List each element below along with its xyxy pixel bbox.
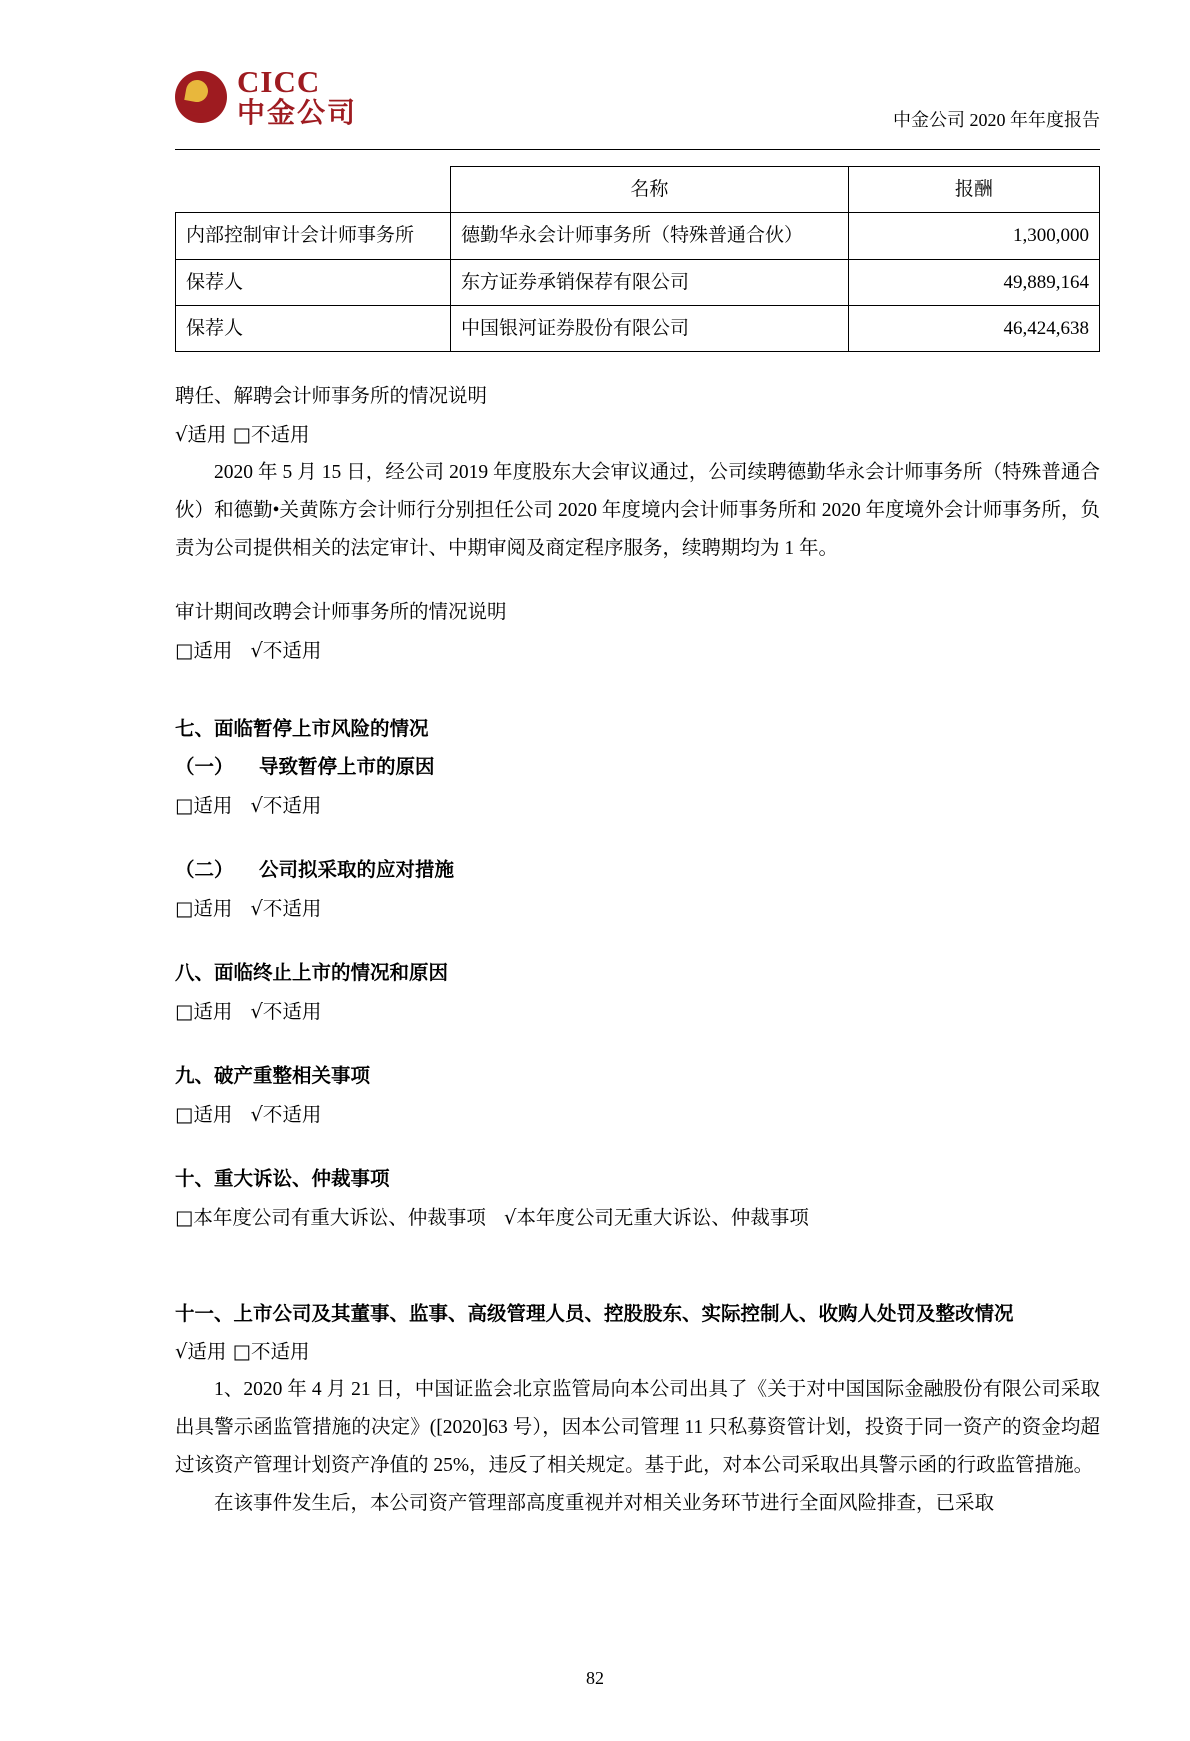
section-7-1-label: 导致暂停上市的原因	[259, 757, 435, 779]
section-10-title: 十、重大诉讼、仲裁事项	[175, 1169, 390, 1191]
change-auditor-title: 审计期间改聘会计师事务所的情况说明	[175, 602, 507, 624]
section-11-title: 十一、上市公司及其董事、监事、高级管理人员、控股股东、实际控制人、收购人处罚及整改情况	[175, 1304, 1014, 1326]
section-9-option-applicable: □适用	[175, 1103, 233, 1127]
section-7-1-option-applicable: □适用	[175, 794, 233, 818]
section-7-2-option-applicable: □适用	[175, 897, 233, 921]
table-cell-fee: 1,300,000	[848, 213, 1099, 259]
table-cell-name: 东方证券承销保荐有限公司	[450, 259, 848, 305]
section-7-2-title	[175, 852, 1100, 890]
section-11-options: √适用 □不适用	[175, 1340, 310, 1364]
section-8-options	[175, 993, 1100, 1032]
change-auditor-option-applicable: □适用	[175, 639, 233, 663]
table-cell-name: 中国银河证券股份有限公司	[450, 305, 848, 351]
change-auditor-options	[175, 632, 1100, 671]
header-divider	[175, 149, 1100, 150]
section-7-1-option-not-applicable: √不适用	[250, 794, 322, 818]
page-header	[175, 58, 1100, 150]
section-7-2-option-not-applicable: √不适用	[250, 897, 322, 921]
table-header-row	[176, 167, 1100, 213]
section-7-2-index: （二）	[175, 860, 234, 882]
table-cell-name: 德勤华永会计师事务所（特殊普通合伙）	[450, 213, 848, 259]
logo-text-cn: 中金公司	[237, 97, 358, 129]
section-9-title: 九、破产重整相关事项	[175, 1066, 371, 1088]
section-8-option-not-applicable: √不适用	[250, 1000, 322, 1024]
table-header-fee: 报酬	[848, 167, 1099, 213]
appointment-note-paragraph: 2020 年 5 月 15 日，经公司 2019 年度股东大会审议通过，公司续聘德勤华永会计师事务所（特殊普通合伙）和德勤•关黄陈方会计师行分别担任公司 2020 年度境内会计师事务所和 2020 年度境外会计师事务所，负责为公司提供相关的法定审计、中期审阅及商定程序服务，续聘期均为 1 年。	[175, 462, 1100, 560]
document-page	[0, 58, 1190, 1741]
table-row	[176, 259, 1100, 305]
section-9-option-not-applicable: √不适用	[250, 1103, 322, 1127]
appointment-note-options: √适用 □不适用	[175, 423, 310, 447]
section-10-option-has-litigation: □本年度公司有重大诉讼、仲裁事项	[175, 1206, 486, 1230]
table-cell-label: 内部控制审计会计师事务所	[176, 213, 451, 259]
section-7-2-label: 公司拟采取的应对措施	[259, 860, 455, 882]
section-8-option-applicable: □适用	[175, 1000, 233, 1024]
section-7-1-title	[175, 749, 1100, 787]
logo-text	[237, 66, 357, 128]
section-7-2-options	[175, 890, 1100, 929]
section-7-1-index: （一）	[175, 757, 234, 779]
section-8-title: 八、面临终止上市的情况和原因	[175, 963, 449, 985]
table-row	[176, 305, 1100, 351]
table-cell-label: 保荐人	[176, 305, 451, 351]
section-11-paragraph-1: 1、2020 年 4 月 21 日，中国证监会北京监管局向本公司出具了《关于对中国国际金融股份有限公司采取出具警示函监管措施的决定》([2020]63 号），因本公司管理 11 只私募资管计划，投资于同一资产的资金均超过该资产管理计划资产净值的 25%，违反了相关规定。基于此，对本公司采取出具警示函的行政监管措施。	[175, 1379, 1100, 1477]
auditor-fee-table	[175, 166, 1100, 352]
logo-text-en: CICC	[237, 64, 321, 99]
section-10-option-no-litigation: √本年度公司无重大诉讼、仲裁事项	[503, 1206, 809, 1230]
section-11-paragraph-2: 在该事件发生后，本公司资产管理部高度重视并对相关业务环节进行全面风险排查，已采取	[214, 1493, 995, 1515]
section-9-options	[175, 1096, 1100, 1135]
page-content	[175, 166, 1100, 1523]
table-cell-label: 保荐人	[176, 259, 451, 305]
table-header-name: 名称	[450, 167, 848, 213]
change-auditor-option-not-applicable: √不适用	[250, 639, 322, 663]
table-cell-fee: 49,889,164	[848, 259, 1099, 305]
page-number: 82	[586, 1668, 604, 1688]
logo-mark-icon	[175, 71, 227, 123]
cicc-logo	[175, 66, 357, 128]
table-header-blank	[176, 167, 451, 213]
section-7-title: 七、面临暂停上市风险的情况	[175, 719, 429, 741]
table-cell-fee: 46,424,638	[848, 305, 1099, 351]
table-row	[176, 213, 1100, 259]
section-7-1-options	[175, 787, 1100, 826]
header-doc-title: 中金公司 2020 年年度报告	[893, 110, 1100, 130]
appointment-note-title: 聘任、解聘会计师事务所的情况说明	[175, 386, 488, 407]
section-10-options	[175, 1199, 1100, 1238]
